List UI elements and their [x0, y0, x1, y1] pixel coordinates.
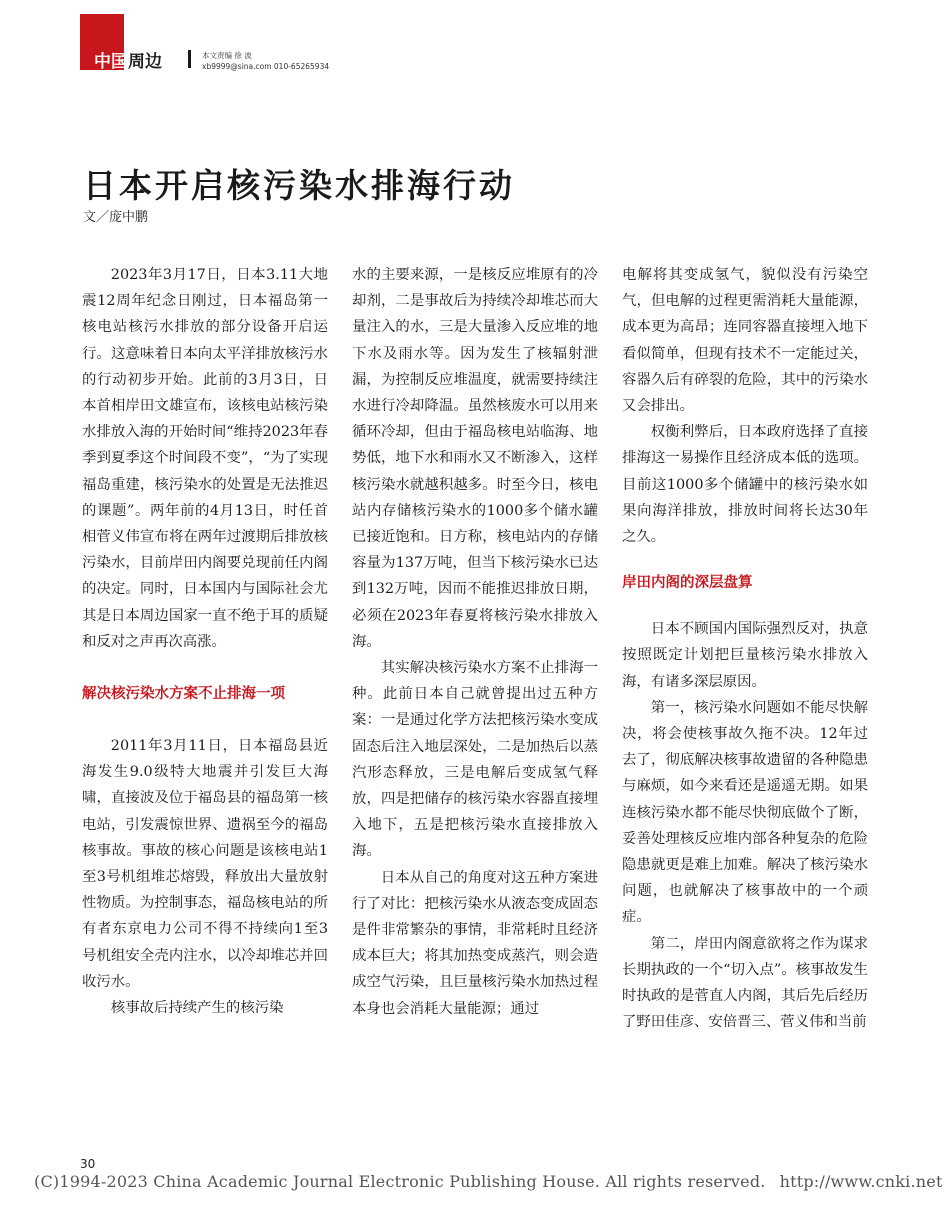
paragraph: 日本从自己的角度对这五种方案进行了对比：把核污染水从液态变成固态是件非常繁杂的事情，非常耗时且经济成本巨大；将其加热变成蒸汽，则会造成空气污染，且巨量核污染水加热过程本身也会消耗大量能源；通过	[352, 869, 598, 1017]
section-heading: 解决核污染水方案不止排海一项	[82, 686, 285, 703]
cnki-link[interactable]: http://www.cnki.net	[779, 1172, 943, 1191]
editor-contact: xb9999@sina.com 010-65265934	[202, 62, 330, 71]
section-logo	[94, 47, 162, 72]
paragraph: 水的主要来源，一是核反应堆原有的冷却剂，二是事故后为持续冷却堆芯而大量注入的水，三是大量渗入反应堆的地下水及雨水等。因为发生了核辐射泄漏，为控制反应堆温度，就需要持续注水进行冷却降温。虽然核废水可以用来循环冷却，但由于福岛核电站临海、地势低，地下水和雨水又不断渗入，这样核污染水就越积越多。时至今日，核电站内存储核污染水的1000多个储水罐已接近饱和。日方称，核电站内的存储容量为137万吨，但当下核污染水已达到132万吨，因而不能推迟排放日期，必须在2023年春夏将核污染水排放入海。	[352, 267, 598, 650]
article-column-3	[622, 262, 868, 1035]
paragraph: 第二，岸田内阁意欲将之作为谋求长期执政的一个“切入点”。核事故发生时执政的是菅直人内阁，其后先后经历了野田佳彦、安倍晋三、菅义伟和当前	[622, 935, 868, 1031]
paragraph: 权衡利弊后，日本政府选择了直接排海这一易操作且经济成本低的选项。目前这1000多个储罐中的核污染水如果向海洋排放，排放时间将长达30年之久。	[622, 424, 868, 546]
page-number: 30	[80, 1157, 96, 1171]
copyright-notice	[34, 1172, 943, 1191]
paragraph: 电解将其变成氢气，貌似没有污染空气，但电解的过程更需消耗大量能源，成本更为高昂；连同容器直接埋入地下看似简单，但现有技术不一定能过关，容器久后有碎裂的危险，其中的污染水又会排出。	[622, 267, 868, 415]
logo-part-periphery: 周边	[128, 52, 162, 72]
paragraph: 核事故后持续产生的核污染	[110, 1000, 284, 1017]
article-title: 日本开启核污染水排海行动	[83, 166, 515, 205]
copyright-text: (C)1994-2023 China Academic Journal Electronic Publishing House. All rights reserved.	[34, 1172, 766, 1191]
logo-part-china: 中国	[94, 52, 128, 72]
article-byline: 文／庞中鹏	[83, 210, 149, 225]
paragraph: 日本不顾国内国际强烈反对，执意按照既定计划把巨量核污染水排放入海，有诸多深层原因。	[622, 621, 868, 690]
logo-divider	[188, 50, 191, 68]
section-heading: 岸田内阁的深层盘算	[622, 575, 753, 592]
paragraph: 2011年3月11日，日本福岛县近海发生9.0级特大地震并引发巨大海啸，直接波及位于福岛县的福岛第一核电站，引发震惊世界、遗祸至今的福岛核事故。事故的核心问题是该核电站1至3号机组堆芯熔毁，释放出大量放射性物质。为控制事态，福岛核电站的所有者东京电力公司不得不持续向1至3号机组安全壳内注水，以冷却堆芯并回收污水。	[82, 738, 328, 990]
paragraph: 2023年3月17日，日本3.11大地震12周年纪念日刚过，日本福岛第一核电站核污水排放的部分设备开启运行。这意味着日本向太平洋排放核污水的行动初步开始。此前的3月3日，日本首相岸田文雄宣布，该核电站核污染水排放入海的开始时间“维持2023年春季到夏季这个时间段不变”，“为了实现福岛重建，核污染水的处置是无法推迟的课题”。两年前的4月13日，时任首相菅义伟宣布将在两年过渡期后排放核污染水，目前岸田内阁要兑现前任内阁的决定。同时，日本国内与国际社会尤其是日本周边国家一直不绝于耳的质疑和反对之声再次高涨。	[82, 267, 328, 650]
paragraph: 其实解决核污染水方案不止排海一种。此前日本自己就曾提出过五种方案：一是通过化学方法把核污染水变成固态后注入地层深处，二是加热后以蒸汽形态释放，三是电解后变成氢气释放，四是把储存的核污染水容器直接埋入地下，五是把核污染水直接排放入海。	[352, 660, 598, 860]
editor-info	[202, 50, 329, 72]
article-column-1	[82, 262, 328, 1021]
editor-name: 本文责编 徐 波	[202, 51, 252, 60]
paragraph: 第一，核污染水问题如不能尽快解决，将会使核事故久拖不决。12年过去了，彻底解决核事故遗留的各种隐患与麻烦，如今来看还是遥遥无期。如果连核污染水都不能尽快彻底做个了断，妥善处理核反应堆内部各种复杂的危险隐患就更是难上加难。解决了核污染水问题，也就解决了核事故中的一个顽症。	[622, 699, 868, 926]
article-column-2	[352, 262, 598, 1022]
